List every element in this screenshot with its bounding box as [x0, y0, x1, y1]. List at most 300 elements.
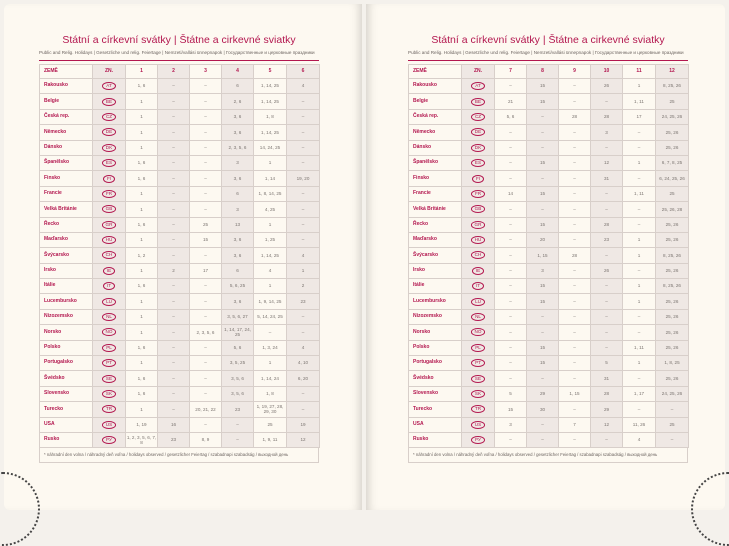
country-code-badge: DK	[102, 144, 116, 152]
holiday-days-cell: –	[559, 263, 591, 278]
holiday-days-cell: 8, 25, 26	[656, 79, 689, 94]
holiday-days-cell: –	[158, 94, 190, 109]
holiday-days-cell: 5, 6	[495, 109, 527, 124]
holiday-days-cell: –	[158, 217, 190, 232]
holiday-days-cell: 4, 10	[287, 356, 320, 371]
holiday-days-cell: 3, 6	[222, 125, 254, 140]
holiday-days-cell: 25, 26	[656, 371, 689, 386]
country-code-cell	[462, 94, 495, 109]
holiday-days-cell: –	[190, 186, 222, 201]
holiday-days-cell: 30	[527, 402, 559, 417]
holiday-days-cell: –	[190, 140, 222, 155]
holiday-days-cell: 15	[527, 279, 559, 294]
country-name: Lucembursko	[40, 294, 93, 309]
header-month: 6	[287, 65, 320, 79]
country-code-badge: SK	[471, 390, 485, 398]
table-row	[409, 263, 689, 278]
country-name: USA	[409, 417, 462, 432]
table-block	[39, 64, 319, 463]
table-row	[409, 217, 689, 232]
holiday-days-cell: –	[190, 356, 222, 371]
country-name: Velká Británie	[409, 202, 462, 217]
country-name: Česká rep.	[40, 109, 93, 124]
holiday-days-cell: 1	[126, 356, 158, 371]
holiday-days-cell: 8, 9	[190, 432, 222, 447]
table-row	[40, 279, 320, 294]
holiday-days-cell: –	[559, 340, 591, 355]
table-row	[40, 202, 320, 217]
header-row	[40, 65, 320, 79]
holiday-days-cell: –	[287, 125, 320, 140]
holiday-days-cell: 1, 17	[623, 386, 656, 401]
header-month: 3	[190, 65, 222, 79]
country-name: Švýcarsko	[40, 248, 93, 263]
table-row	[40, 356, 320, 371]
country-name: Španělsko	[40, 155, 93, 170]
country-code-badge: DK	[471, 144, 485, 152]
holiday-days-cell: –	[158, 279, 190, 294]
holiday-days-cell: 1, 11	[623, 94, 656, 109]
holiday-days-cell: 2, 3, 5, 6	[222, 140, 254, 155]
holiday-days-cell: –	[527, 417, 559, 432]
country-code-cell	[462, 171, 495, 186]
holiday-days-cell: 3, 6	[222, 171, 254, 186]
holiday-days-cell: –	[559, 294, 591, 309]
holiday-days-cell: –	[158, 125, 190, 140]
table-row	[40, 79, 320, 94]
holiday-days-cell: 5	[495, 386, 527, 401]
holiday-days-cell: 4	[623, 432, 656, 447]
holiday-days-cell: –	[287, 109, 320, 124]
table-row	[409, 340, 689, 355]
holiday-days-cell: 1, 14, 24	[254, 371, 287, 386]
holiday-days-cell: 15	[527, 340, 559, 355]
header-month: 4	[222, 65, 254, 79]
holiday-days-cell: –	[495, 371, 527, 386]
header-month: 11	[623, 65, 656, 79]
header-code: ZN.	[93, 65, 126, 79]
country-code-cell	[93, 279, 126, 294]
country-code-badge: FI	[472, 175, 484, 183]
holiday-days-cell: –	[287, 140, 320, 155]
country-code-cell	[462, 109, 495, 124]
country-code-badge: BE	[471, 98, 485, 106]
holiday-days-cell: 1	[623, 248, 656, 263]
table-row	[409, 186, 689, 201]
country-name: Polsko	[40, 340, 93, 355]
right-page	[366, 4, 725, 510]
holiday-days-cell: 3, 6	[222, 109, 254, 124]
holiday-days-cell: 6, 24, 25, 26	[656, 171, 689, 186]
holiday-days-cell: –	[623, 263, 656, 278]
holiday-days-cell: –	[495, 248, 527, 263]
country-code-badge: CZ	[471, 113, 485, 121]
holiday-days-cell: –	[623, 140, 656, 155]
holiday-days-cell: 25, 26	[656, 340, 689, 355]
page-title: Státní a církevní svátky | Štátne a cirkevné sviatky	[431, 34, 665, 46]
country-code-badge: AT	[471, 82, 485, 90]
country-code-cell	[462, 186, 495, 201]
country-code-badge: ES	[102, 159, 116, 167]
holiday-days-cell: –	[495, 325, 527, 340]
holiday-days-cell: 1, 6	[126, 171, 158, 186]
holiday-days-cell: –	[559, 432, 591, 447]
table-row	[40, 432, 320, 447]
holiday-days-cell: 28	[591, 386, 623, 401]
holiday-days-cell: –	[623, 371, 656, 386]
left-page	[4, 4, 362, 510]
holiday-days-cell: 15	[527, 356, 559, 371]
holiday-days-cell: –	[158, 155, 190, 170]
holiday-days-cell: 1, 14, 25	[254, 79, 287, 94]
holiday-days-cell: –	[495, 140, 527, 155]
holiday-days-cell: 23	[222, 402, 254, 417]
country-code-badge: NL	[102, 313, 116, 321]
country-name: Rusko	[409, 432, 462, 447]
holiday-days-cell: 3	[222, 155, 254, 170]
country-name: Německo	[409, 125, 462, 140]
table-row	[40, 248, 320, 263]
divider	[408, 60, 688, 61]
holiday-days-cell: 29	[527, 386, 559, 401]
holiday-days-cell: –	[527, 371, 559, 386]
country-code-cell	[462, 202, 495, 217]
holiday-days-cell: 1	[254, 155, 287, 170]
table-row	[409, 294, 689, 309]
holiday-days-cell: –	[190, 417, 222, 432]
holiday-days-cell: 7	[559, 417, 591, 432]
country-code-cell	[93, 325, 126, 340]
holiday-days-cell: –	[656, 432, 689, 447]
country-name: Česká rep.	[409, 109, 462, 124]
holiday-days-cell: 1, 8, 25	[656, 356, 689, 371]
holiday-days-cell: –	[591, 309, 623, 324]
holiday-days-cell: 1, 6	[126, 79, 158, 94]
country-name: Švédsko	[409, 371, 462, 386]
holiday-days-cell: 28	[559, 109, 591, 124]
country-code-badge: IE	[103, 267, 115, 275]
holiday-days-cell: 15	[527, 294, 559, 309]
dotted-circle-decoration	[0, 472, 40, 546]
holiday-days-cell: –	[591, 202, 623, 217]
table-row	[40, 125, 320, 140]
table-row	[409, 279, 689, 294]
country-name: Rakousko	[409, 79, 462, 94]
table-row	[409, 155, 689, 170]
holiday-days-cell: –	[190, 79, 222, 94]
holiday-days-cell: –	[190, 371, 222, 386]
holiday-days-cell: –	[559, 309, 591, 324]
holiday-days-cell: 26	[591, 263, 623, 278]
holiday-days-cell: –	[287, 186, 320, 201]
holiday-days-cell: –	[158, 186, 190, 201]
holiday-days-cell: –	[190, 309, 222, 324]
country-code-cell	[93, 340, 126, 355]
holiday-days-cell: 8, 25, 26	[656, 248, 689, 263]
holiday-days-cell: 25, 26	[656, 325, 689, 340]
country-code-cell	[462, 356, 495, 371]
country-code-cell	[93, 232, 126, 247]
country-name: Francie	[40, 186, 93, 201]
holiday-days-cell: 1	[623, 356, 656, 371]
country-name: Lucembursko	[409, 294, 462, 309]
holiday-days-cell: –	[527, 171, 559, 186]
holiday-days-cell: 1, 2	[126, 248, 158, 263]
holiday-days-cell: –	[158, 402, 190, 417]
holiday-days-cell: 1, 15	[527, 248, 559, 263]
holiday-days-cell: 19	[287, 417, 320, 432]
holiday-days-cell: –	[158, 171, 190, 186]
country-code-cell	[93, 263, 126, 278]
table-row	[409, 171, 689, 186]
holiday-days-cell: –	[495, 279, 527, 294]
holiday-days-cell: 8, 25, 26	[656, 279, 689, 294]
holiday-days-cell: 1	[287, 263, 320, 278]
divider	[39, 60, 319, 61]
holiday-days-cell: 20	[527, 232, 559, 247]
holiday-days-cell: –	[158, 340, 190, 355]
holiday-days-cell: 4	[287, 248, 320, 263]
country-code-badge: GB	[471, 205, 486, 213]
holiday-days-cell: 1, 14, 25	[254, 125, 287, 140]
holiday-days-cell: –	[158, 386, 190, 401]
holiday-days-cell: 2, 6	[222, 94, 254, 109]
country-code-badge: FI	[103, 175, 115, 183]
country-code-badge: GB	[102, 205, 117, 213]
holiday-days-cell: –	[190, 94, 222, 109]
holiday-days-cell: 31	[591, 171, 623, 186]
holiday-days-cell: 1, 2, 3, 5, 6, 7, 8	[126, 432, 158, 447]
holiday-days-cell: 5, 14, 24, 25	[254, 309, 287, 324]
holiday-days-cell: 1	[126, 125, 158, 140]
country-code-badge: РУ	[102, 436, 116, 444]
country-code-cell	[93, 294, 126, 309]
holiday-days-cell: –	[190, 202, 222, 217]
country-code-cell	[93, 186, 126, 201]
holiday-days-cell: 3, 5, 6, 27	[222, 309, 254, 324]
holiday-days-cell: –	[591, 94, 623, 109]
holiday-days-cell: –	[559, 402, 591, 417]
holiday-days-cell: 5, 6	[222, 340, 254, 355]
table-row	[409, 402, 689, 417]
table-row	[40, 309, 320, 324]
country-name: Itálie	[409, 279, 462, 294]
country-code-cell	[462, 248, 495, 263]
holiday-days-cell: 3	[591, 125, 623, 140]
country-name: Turecko	[409, 402, 462, 417]
header-row	[409, 65, 689, 79]
country-code-badge: SE	[471, 375, 485, 383]
holiday-days-cell: 15	[190, 232, 222, 247]
holiday-days-cell: –	[158, 79, 190, 94]
country-code-badge: FR	[102, 190, 116, 198]
country-code-cell	[93, 125, 126, 140]
holiday-days-cell: –	[287, 309, 320, 324]
header-month: 7	[495, 65, 527, 79]
country-code-badge: DE	[471, 128, 485, 136]
holiday-days-cell: 1, 6	[126, 340, 158, 355]
table-row	[409, 432, 689, 447]
holiday-days-cell: –	[559, 186, 591, 201]
table-row	[409, 79, 689, 94]
holiday-days-cell: 29	[591, 402, 623, 417]
country-code-badge: GR	[102, 221, 117, 229]
holiday-days-cell: –	[559, 202, 591, 217]
holiday-days-cell: 16	[158, 417, 190, 432]
holiday-days-cell: 26	[591, 79, 623, 94]
holiday-days-cell: –	[158, 232, 190, 247]
holiday-days-cell: 1, 11	[623, 186, 656, 201]
country-name: Belgie	[40, 94, 93, 109]
holiday-days-cell: 3	[527, 263, 559, 278]
holiday-days-cell: 1	[254, 217, 287, 232]
holiday-days-cell: 1, 3, 24	[254, 340, 287, 355]
holiday-days-cell: 1, 19, 27, 28, 29, 30	[254, 402, 287, 417]
country-name: Francie	[409, 186, 462, 201]
holiday-days-cell: –	[287, 325, 320, 340]
holiday-days-cell: 12	[287, 432, 320, 447]
country-name: Německo	[40, 125, 93, 140]
table-row	[409, 356, 689, 371]
holiday-days-cell: 1	[126, 402, 158, 417]
holiday-days-cell: 6	[222, 79, 254, 94]
holiday-days-cell: 23	[287, 294, 320, 309]
holiday-days-cell: 3	[222, 202, 254, 217]
holiday-days-cell: –	[591, 279, 623, 294]
holiday-days-cell: –	[591, 340, 623, 355]
holiday-days-cell: –	[559, 155, 591, 170]
holiday-days-cell: 2	[287, 279, 320, 294]
country-code-cell	[93, 309, 126, 324]
page-title: Státní a církevní svátky | Štátne a cirkevné sviatky	[62, 34, 296, 46]
country-code-badge: ES	[471, 159, 485, 167]
holiday-days-cell: 1	[126, 294, 158, 309]
country-name: Nizozemsko	[409, 309, 462, 324]
country-name: Maďarsko	[40, 232, 93, 247]
country-code-cell	[462, 79, 495, 94]
country-code-badge: HU	[102, 236, 117, 244]
holiday-days-cell: –	[559, 140, 591, 155]
holiday-days-cell: 28	[591, 109, 623, 124]
holiday-days-cell: 1, 14, 17, 24, 25	[222, 325, 254, 340]
holiday-days-cell: –	[527, 202, 559, 217]
holiday-days-cell: –	[527, 125, 559, 140]
header-month: 10	[591, 65, 623, 79]
country-code-cell	[462, 402, 495, 417]
holiday-days-cell: –	[287, 217, 320, 232]
country-code-cell	[93, 402, 126, 417]
country-code-badge: SK	[102, 390, 116, 398]
table-row	[40, 402, 320, 417]
country-code-cell	[93, 79, 126, 94]
holiday-days-cell: –	[527, 309, 559, 324]
country-name: Finsko	[409, 171, 462, 186]
table-row	[409, 202, 689, 217]
holiday-days-cell: –	[495, 155, 527, 170]
country-code-badge: РУ	[471, 436, 485, 444]
holiday-days-cell: –	[591, 186, 623, 201]
country-code-cell	[462, 232, 495, 247]
holiday-days-cell: 1	[254, 356, 287, 371]
country-name: Finsko	[40, 171, 93, 186]
country-name: Irsko	[409, 263, 462, 278]
country-code-cell	[462, 217, 495, 232]
country-name: Portugalsko	[409, 356, 462, 371]
holiday-days-cell: 1	[623, 279, 656, 294]
holiday-days-cell: –	[190, 155, 222, 170]
table-row	[409, 325, 689, 340]
holiday-days-cell: 5	[591, 356, 623, 371]
table-row	[40, 325, 320, 340]
holiday-days-cell: 5, 6, 25	[222, 279, 254, 294]
table-row	[40, 417, 320, 432]
holiday-days-cell: –	[495, 217, 527, 232]
country-name: Belgie	[409, 94, 462, 109]
holiday-days-cell: –	[559, 279, 591, 294]
table-row	[409, 125, 689, 140]
holiday-days-cell: –	[287, 402, 320, 417]
country-code-cell	[93, 171, 126, 186]
table-row	[409, 371, 689, 386]
holiday-days-cell: 1	[623, 232, 656, 247]
holiday-days-cell: 25, 26	[656, 125, 689, 140]
holiday-days-cell: –	[495, 294, 527, 309]
holiday-days-cell: 24, 25, 26	[656, 386, 689, 401]
country-code-badge: IT	[472, 282, 484, 290]
country-code-cell	[462, 371, 495, 386]
holidays-table-jan-jun	[39, 64, 320, 448]
holiday-days-cell: –	[527, 140, 559, 155]
holiday-days-cell: 19, 20	[287, 171, 320, 186]
country-name: Maďarsko	[409, 232, 462, 247]
holiday-days-cell: 1	[126, 202, 158, 217]
country-code-cell	[462, 155, 495, 170]
holiday-days-cell: 1	[126, 109, 158, 124]
holiday-days-cell: –	[495, 340, 527, 355]
country-code-cell	[93, 94, 126, 109]
holiday-days-cell: –	[495, 125, 527, 140]
holiday-days-cell: 1	[126, 94, 158, 109]
holiday-days-cell: –	[495, 232, 527, 247]
table-row	[40, 263, 320, 278]
table-row	[409, 248, 689, 263]
country-name: Rusko	[40, 432, 93, 447]
country-name: Slovensko	[40, 386, 93, 401]
table-row	[409, 309, 689, 324]
country-code-cell	[462, 125, 495, 140]
footnote: * náhradní den volna / náhradný deň voľna / holidays observed / gesetzlicher Feiertag / szabadnapi szabadság / выходной день	[39, 448, 319, 462]
holiday-days-cell: –	[495, 263, 527, 278]
holiday-days-cell: –	[591, 140, 623, 155]
page-subtitle: Public and Relig. Holidays | Gesetzliche und relig. Feiertage | Nemzeti/vallási ünnepnapok | Государственные и церковные праздники	[408, 50, 684, 55]
country-code-cell	[93, 217, 126, 232]
country-code-badge: PT	[471, 359, 485, 367]
holiday-days-cell: –	[623, 217, 656, 232]
country-name: Velká Británie	[40, 202, 93, 217]
holiday-days-cell: 25, 26	[656, 217, 689, 232]
holiday-days-cell: –	[158, 371, 190, 386]
header-month: 5	[254, 65, 287, 79]
holiday-days-cell: –	[287, 155, 320, 170]
holiday-days-cell: –	[623, 402, 656, 417]
country-name: USA	[40, 417, 93, 432]
holiday-days-cell: 24, 25, 26	[656, 109, 689, 124]
holiday-days-cell: –	[158, 309, 190, 324]
header-month: 2	[158, 65, 190, 79]
holiday-days-cell: –	[254, 325, 287, 340]
country-name: Slovensko	[409, 386, 462, 401]
country-code-cell	[462, 386, 495, 401]
